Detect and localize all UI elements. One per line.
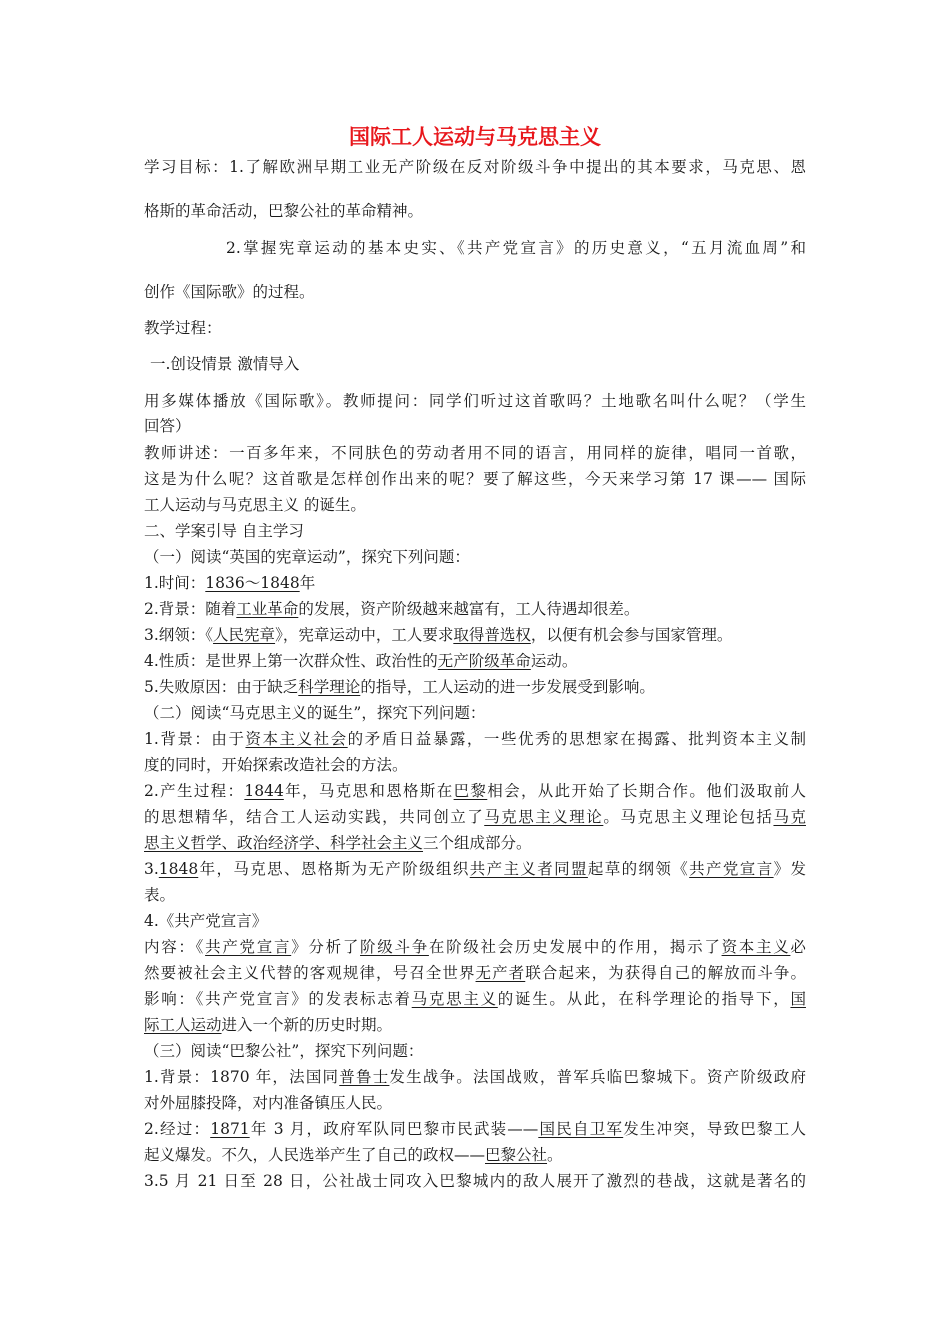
paragraph-line: 2.产生过程：1844年，马克思和恩格斯在巴黎相会，从此开始了长期合作。他们汲取前人 [144,782,806,800]
paragraph-line: 3.1848年，马克思、恩格斯为无产阶级组织共产主义者同盟起草的纲领《共产党宣言》发 [144,860,806,878]
objectives-line-3: 2.掌握宪章运动的基本史实、《共产党宣言》的历史意义，“五月流血周”和 [226,239,806,257]
paragraph-line: 用多媒体播放《国际歌》。教师提问：同学们听过这首歌吗？土地歌名叫什么呢？（学生 [144,392,806,410]
paragraph-line: 思主义哲学、政治经济学、科学社会主义三个组成部分。 [144,834,532,852]
subsection-heading: （一）阅读“英国的宪章运动”，探究下列问题： [144,548,470,566]
page-title: 国际工人运动与马克思主义 [349,125,601,149]
paragraph-line: 回答） [144,417,191,435]
subsection-heading: （三）阅读“巴黎公社”，探究下列问题： [144,1042,424,1060]
paragraph-line: 2.经过：1871年 3 月，政府军队同巴黎市民武装——国民自卫军发生冲突，导致巴黎工人 [144,1120,806,1138]
paragraph-line: 3.5 月 21 日至 28 日，公社战士同攻入巴黎城内的敌人展开了激烈的巷战，这就是著名的 [144,1172,806,1190]
answer-blank: 工业革命 [236,600,299,618]
paragraph-line: 3.纲领：《人民宪章》，宪章运动中，工人要求取得普选权，以便有机会参与国家管理。 [144,626,733,644]
paragraph-line: 2.背景：随着工业革命的发展，资产阶级越来越富有，工人待遇却很差。 [144,600,640,618]
answer-blank: 资本主义 [721,938,791,956]
section-1-heading: 一.创设情景 激情导入 [150,355,300,373]
paragraph-line: 教师讲述：一百多年来，不同肤色的劳动者用不同的语言，用同样的旋律，唱同一首歌， [144,444,806,462]
answer-blank: 共产党宣言 [689,860,774,878]
paragraph-line: 的思想精华，结合工人运动实践，共同创立了马克思主义理论。马克思主义理论包括马克 [144,808,806,826]
objectives-line-2: 格斯的革命活动，巴黎公社的革命精神。 [144,202,424,220]
answer-blank: 共产党宣言 [205,938,292,956]
objectives-line-1: 学习目标：1.了解欧洲早期工业无产阶级在反对阶级斗争中提出的其本要求，马克思、恩 [144,158,806,176]
answer-blank: 马克 [773,808,806,826]
answer-blank: 取得普选权 [453,626,531,644]
paragraph-line: 影响：《共产党宣言》的发表标志着马克思主义的诞生。从此，在科学理论的指导下，国 [144,990,806,1008]
paragraph-line: 对外屈膝投降，对内准备镇压人民。 [144,1094,393,1112]
paragraph-line: 5.失败原因：由于缺乏科学理论的指导，工人运动的进一步发展受到影响。 [144,678,655,696]
paragraph-line: 度的同时，开始探索改造社会的方法。 [144,756,408,774]
paragraph-line: 内容：《共产党宣言》分析了阶级斗争在阶级社会历史发展中的作用，揭示了资本主义必 [144,938,806,956]
answer-blank: 人民宪章 [213,626,276,644]
answer-blank: 资本主义社会 [245,730,348,748]
paragraph-line: 1.时间：1836～1848年 [144,574,316,592]
answer-blank: 无产者 [475,964,526,982]
answer-blank: 阶级斗争 [360,938,429,956]
objectives-line-4: 创作《国际歌》的过程。 [144,283,315,301]
subsection-heading: （二）阅读“马克思主义的诞生”，探究下列问题： [144,704,486,722]
answer-blank: 马克思主义理论 [484,808,604,826]
answer-blank: 1844 [244,782,284,800]
answer-blank: 际工人运动 [144,1016,222,1034]
answer-blank: 普鲁士 [339,1068,390,1086]
paragraph-line: 1.背景：1870 年，法国同普鲁士发生战争。法国战败，普军兵临巴黎城下。资产阶级政府 [144,1068,806,1086]
answer-blank: 1848 [158,860,199,878]
paragraph-line: 工人运动与马克思主义 的诞生。 [144,496,366,514]
section-2-heading: 二、学案引导 自主学习 [144,522,304,540]
paragraph-line: 然要被社会主义代替的客观规律，号召全世界无产者联合起来，为获得自己的解放而斗争。 [144,964,806,982]
answer-blank: 1836～1848 [205,574,300,592]
answer-blank: 科学理论 [298,678,361,696]
answer-blank: 思主义哲学、政治经济学、科学社会主义 [144,834,424,852]
answer-blank: 马克思主义 [411,990,498,1008]
process-heading: 教学过程： [144,319,222,337]
paragraph-line: 4.《共产党宣言》 [144,912,268,930]
paragraph-line: 1.背景：由于资本主义社会的矛盾日益暴露，一些优秀的思想家在揭露、批判资本主义制 [144,730,806,748]
answer-blank: 巴黎公社 [485,1146,548,1164]
answer-blank: 共产主义者同盟 [469,860,588,878]
paragraph-line: 表。 [144,886,176,904]
answer-blank: 1871 [210,1120,250,1138]
answer-blank: 无产阶级革命 [437,652,531,670]
paragraph-line: 这是为什么呢？这首歌是怎样创作出来的呢？要了解这些，今天来学习第 17 课—— 国际 [144,470,806,488]
paragraph-line: 4.性质：是世界上第一次群众性、政治性的无产阶级革命运动。 [144,652,578,670]
answer-blank: 国 [790,990,806,1008]
paragraph-line: 际工人运动进入一个新的历史时期。 [144,1016,393,1034]
paragraph-line: 起义爆发。不久，人民选举产生了自己的政权——巴黎公社。 [144,1146,563,1164]
answer-blank: 巴黎 [453,782,488,800]
answer-blank: 国民自卫军 [538,1120,624,1138]
